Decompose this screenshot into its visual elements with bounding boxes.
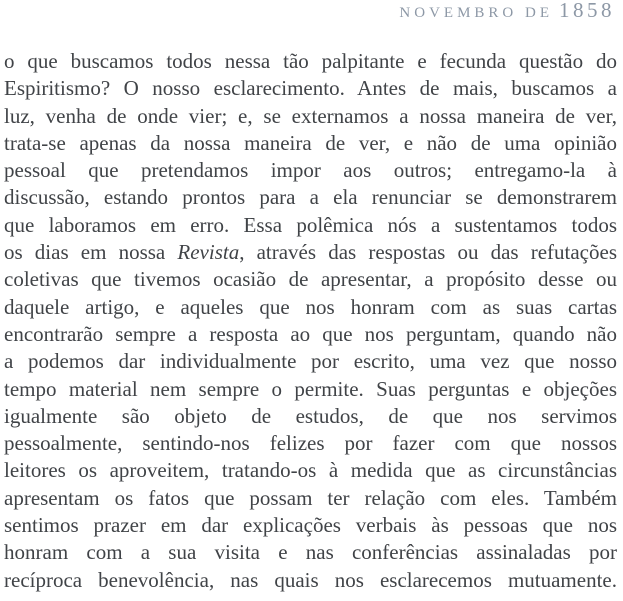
text-line: [4, 48, 617, 75]
text-segment: tempo material nem sempre o permite. Suas perguntas e objeções: [4, 376, 617, 401]
text-line: [4, 485, 617, 512]
text-segment: igualmente são objeto de estudos, de que nos servimos: [4, 403, 617, 428]
text-line: [4, 403, 617, 430]
text-line: [4, 567, 617, 594]
text-segment: o que buscamos todos nessa tão palpitante e fecunda questão do: [4, 49, 617, 73]
text-segment: pessoal que pretendamos impor aos outros; entregamo-la à: [4, 158, 617, 183]
running-header: [0, 0, 623, 21]
text-segment: que laboramos em erro. Essa polêmica nós a sustentamos todos: [4, 212, 617, 237]
text-segment: discussão, estando prontos para a ela renunciar se demonstrarem: [4, 185, 617, 210]
text-segment: encontrarão sempre a resposta ao que nos perguntam, quando não: [4, 321, 617, 346]
text-segment: apresentam os fatos que possam ter relação com eles. Também: [4, 485, 617, 510]
text-segment: sentimos prazer em dar explicações verbais às pessoas que nos: [4, 513, 617, 538]
text-segment: Espiritismo? O nosso esclarecimento. Antes de mais, buscamos a: [4, 76, 617, 101]
text-line: [4, 539, 617, 566]
text-line: [4, 103, 617, 130]
text-line: [4, 321, 617, 348]
text-line: [4, 239, 617, 266]
text-line: [4, 348, 617, 375]
text-line: [4, 157, 617, 184]
text-segment: honram com a sua visita e nas conferências assinaladas por: [4, 540, 617, 565]
header-month-year-label: NOVEMBRO DE: [399, 5, 553, 21]
journal-title-italic: Revista: [177, 240, 240, 265]
text-segment: a podemos dar individualmente por escrito, uma vez que nosso: [4, 349, 617, 374]
text-segment: , através das respostas ou das refutações: [239, 240, 617, 265]
text-segment: coletivas que tivemos ocasião de apresentar, a propósito desse ou: [4, 267, 617, 292]
text-line: [4, 430, 617, 457]
text-line: [4, 75, 617, 102]
text-segment: daquele artigo, e aqueles que nos honram com as suas cartas: [4, 294, 617, 319]
body-text: [4, 48, 617, 594]
text-line: [4, 376, 617, 403]
text-line: [4, 212, 617, 239]
text-segment: luz, venha de onde vier; e, se externamos a nossa maneira de ver,: [4, 103, 617, 128]
text-line: [4, 457, 617, 484]
text-line: [4, 512, 617, 539]
text-segment: leitores os aproveitem, tratando-os à medida que as circunstâncias: [4, 458, 617, 483]
text-line: [4, 266, 617, 293]
text-segment: os dias em nossa: [4, 240, 178, 265]
text-segment: pessoalmente, sentindo-nos felizes por fazer com que nossos: [4, 431, 617, 456]
text-line: [4, 294, 617, 321]
text-line: [4, 130, 617, 157]
text-line: [4, 184, 617, 211]
header-year-label: 1858: [559, 0, 615, 22]
text-segment: recíproca benevolência, nas quais nos esclarecemos mutuamente.: [4, 567, 617, 592]
text-segment: trata-se apenas da nossa maneira de ver, e não de uma opinião: [4, 130, 617, 155]
